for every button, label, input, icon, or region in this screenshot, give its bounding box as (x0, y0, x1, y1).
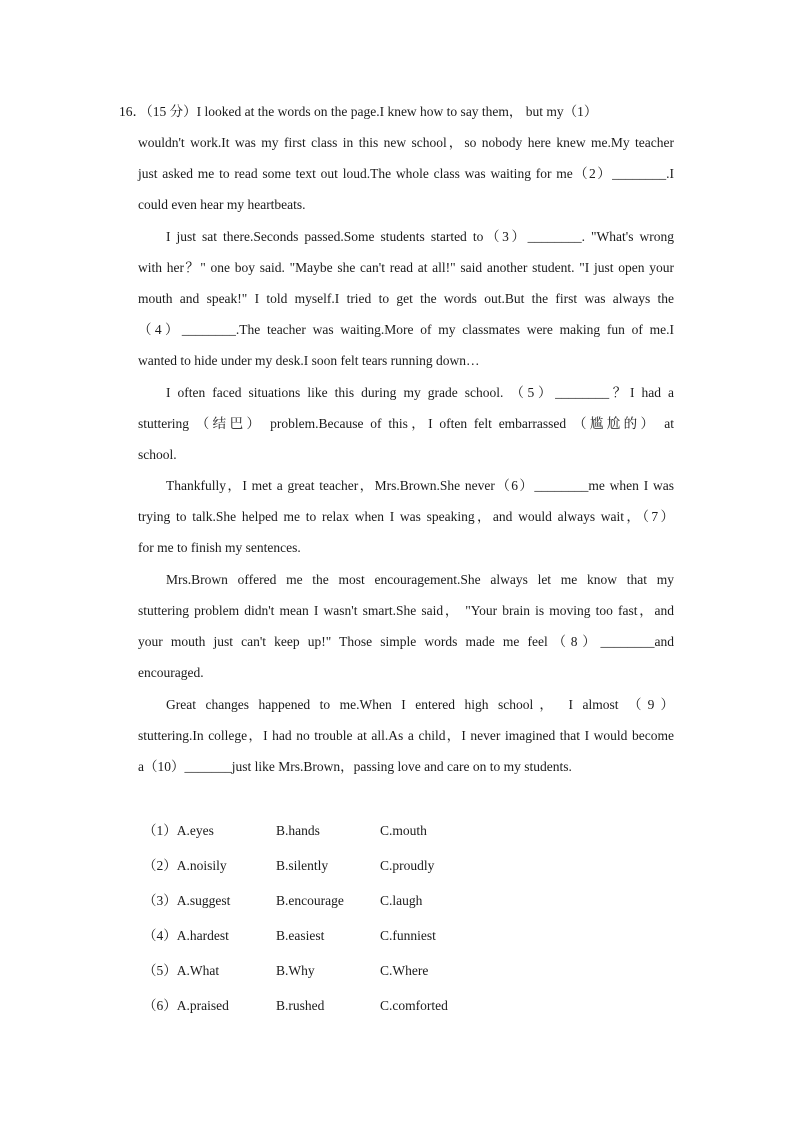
option-b[interactable]: B.rushed (276, 998, 325, 1013)
option-b[interactable]: B.hands (276, 823, 320, 838)
passage-line: mouth and speak!" I told myself.I tried to get the words out.But the first was always the (138, 291, 674, 306)
passage-line: stuttering problem didn't mean I wasn't smart.She said， "Your brain is moving too fast，and (138, 603, 674, 618)
question-header (119, 102, 597, 122)
passage-line: stuttering （结巴） problem.Because of this，I often felt embarrassed （尴尬的） at (138, 416, 674, 431)
passage-line: just asked me to read some text out loud.The whole class was waiting for me（2）________.I (138, 166, 674, 181)
passage-line: wanted to hide under my desk.I soon felt tears running down… (138, 353, 480, 368)
passage-line: I often faced situations like this during my grade school. （5）________？I had a (166, 385, 674, 400)
option-b[interactable]: B.encourage (276, 893, 344, 908)
passage-line: could even hear my heartbeats. (138, 197, 306, 212)
option-a[interactable]: （1）A.eyes (143, 823, 214, 838)
option-a[interactable]: （3）A.suggest (143, 893, 231, 908)
passage-line: （4）________.The teacher was waiting.More of my classmates were making fun of me.I (138, 322, 674, 337)
option-c[interactable]: C.laugh (380, 893, 423, 908)
option-a[interactable]: （4）A.hardest (143, 928, 229, 943)
option-b[interactable]: B.Why (276, 963, 315, 978)
passage-line: Great changes happened to me.When I entered high school， I almost （9） (166, 697, 674, 712)
passage-line: wouldn't work.It was my first class in this new school，so nobody here knew me.My teacher (138, 135, 674, 150)
passage-line: a（10）_______just like Mrs.Brown，passing love and care on to my students. (138, 759, 572, 774)
option-a[interactable]: （5）A.What (143, 963, 220, 978)
passage-line: trying to talk.She helped me to relax when I was speaking，and would always wait，（7） (138, 509, 674, 524)
passage-line: with her？" one boy said. "Maybe she can't read at all!" said another student. "I just open your (138, 260, 674, 275)
passage-line: your mouth just can't keep up!" Those simple words made me feel（8）________and (138, 634, 674, 649)
question-number: 16． (119, 104, 146, 119)
option-a[interactable]: （6）A.praised (143, 998, 229, 1013)
passage-line: for me to finish my sentences. (138, 540, 301, 555)
option-a[interactable]: （2）A.noisily (143, 858, 227, 873)
option-b[interactable]: B.easiest (276, 928, 325, 943)
question-score: （15 分） (146, 104, 197, 119)
option-c[interactable]: C.comforted (380, 998, 448, 1013)
option-c[interactable]: C.funniest (380, 928, 436, 943)
passage-line: Thankfully，I met a great teacher，Mrs.Brown.She never（6）________me when I was (166, 478, 674, 493)
option-c[interactable]: C.proudly (380, 858, 435, 873)
passage-line: stuttering.In college，I had no trouble at all.As a child，I never imagined that I would become (138, 728, 674, 743)
option-b[interactable]: B.silently (276, 858, 329, 873)
passage-first-line: I looked at the words on the page.I knew how to say them， but my（1） (196, 104, 598, 119)
passage-line: Mrs.Brown offered me the most encouragement.She always let me know that my (166, 572, 674, 587)
passage-line: I just sat there.Seconds passed.Some students started to（3）________. "What's wrong (166, 229, 674, 244)
option-c[interactable]: C.Where (380, 963, 429, 978)
passage-line: encouraged. (138, 665, 204, 680)
passage-line: school. (138, 447, 177, 462)
option-c[interactable]: C.mouth (380, 823, 427, 838)
